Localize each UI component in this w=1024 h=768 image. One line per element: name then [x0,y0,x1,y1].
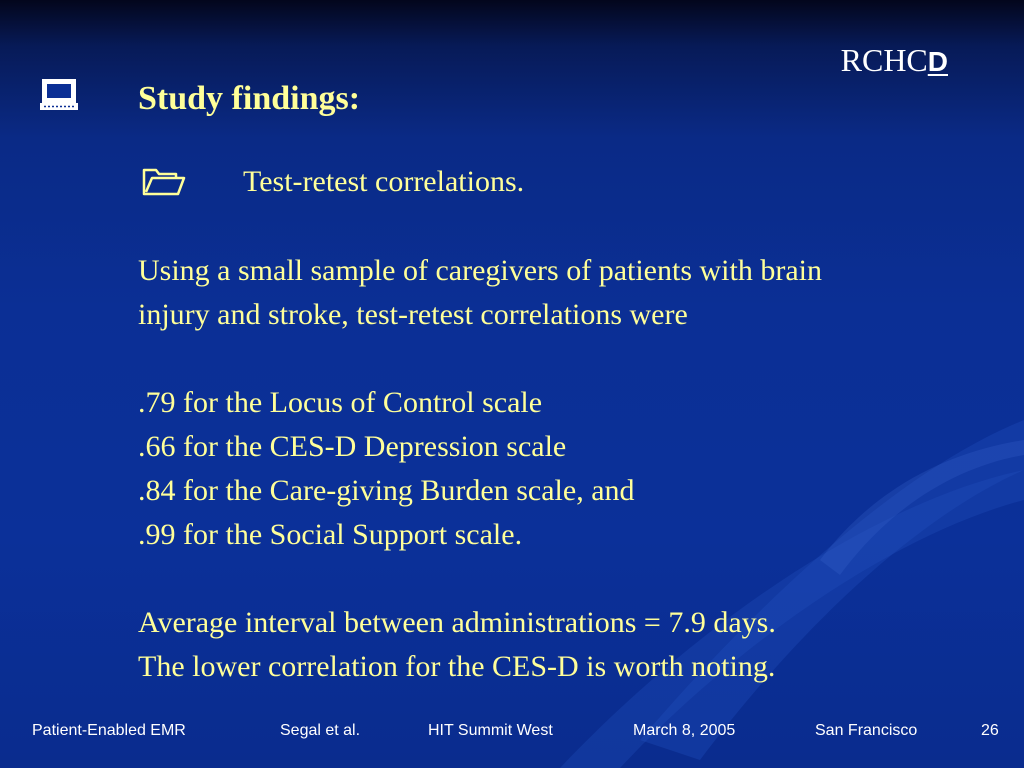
footer-location: San Francisco [815,722,918,739]
footer-page-number: 26 [981,722,999,739]
intro-line-2: injury and stroke, test-retest correlations were [138,298,688,331]
footer-date: March 8, 2005 [633,722,736,739]
computer-icon [38,78,80,112]
rchcd-logo [841,44,948,76]
slide-title: Study findings: [138,80,361,117]
conclusion-interval: Average interval between administrations = 7.9 days. [138,606,776,639]
sub-bullet-text: Test-retest correlations. [243,165,525,198]
slide-footer [0,720,1024,746]
correlation-burden: .84 for the Care-giving Burden scale, and [138,474,635,507]
intro-line-1: Using a small sample of caregivers of patients with brain [138,254,822,287]
correlation-locus: .79 for the Locus of Control scale [138,386,543,419]
correlation-cesd: .66 for the CES-D Depression scale [138,430,567,463]
logo-prefix: RCHC [840,42,928,78]
folder-icon [140,166,186,198]
footer-event: HIT Summit West [428,722,553,739]
footer-title: Patient-Enabled EMR [32,722,186,739]
conclusion-cesd: The lower correlation for the CES-D is worth noting. [138,650,776,683]
correlation-support: .99 for the Social Support scale. [138,518,523,551]
slide-body [138,249,1008,689]
footer-authors: Segal et al. [280,722,361,739]
logo-suffix: D [927,46,948,77]
